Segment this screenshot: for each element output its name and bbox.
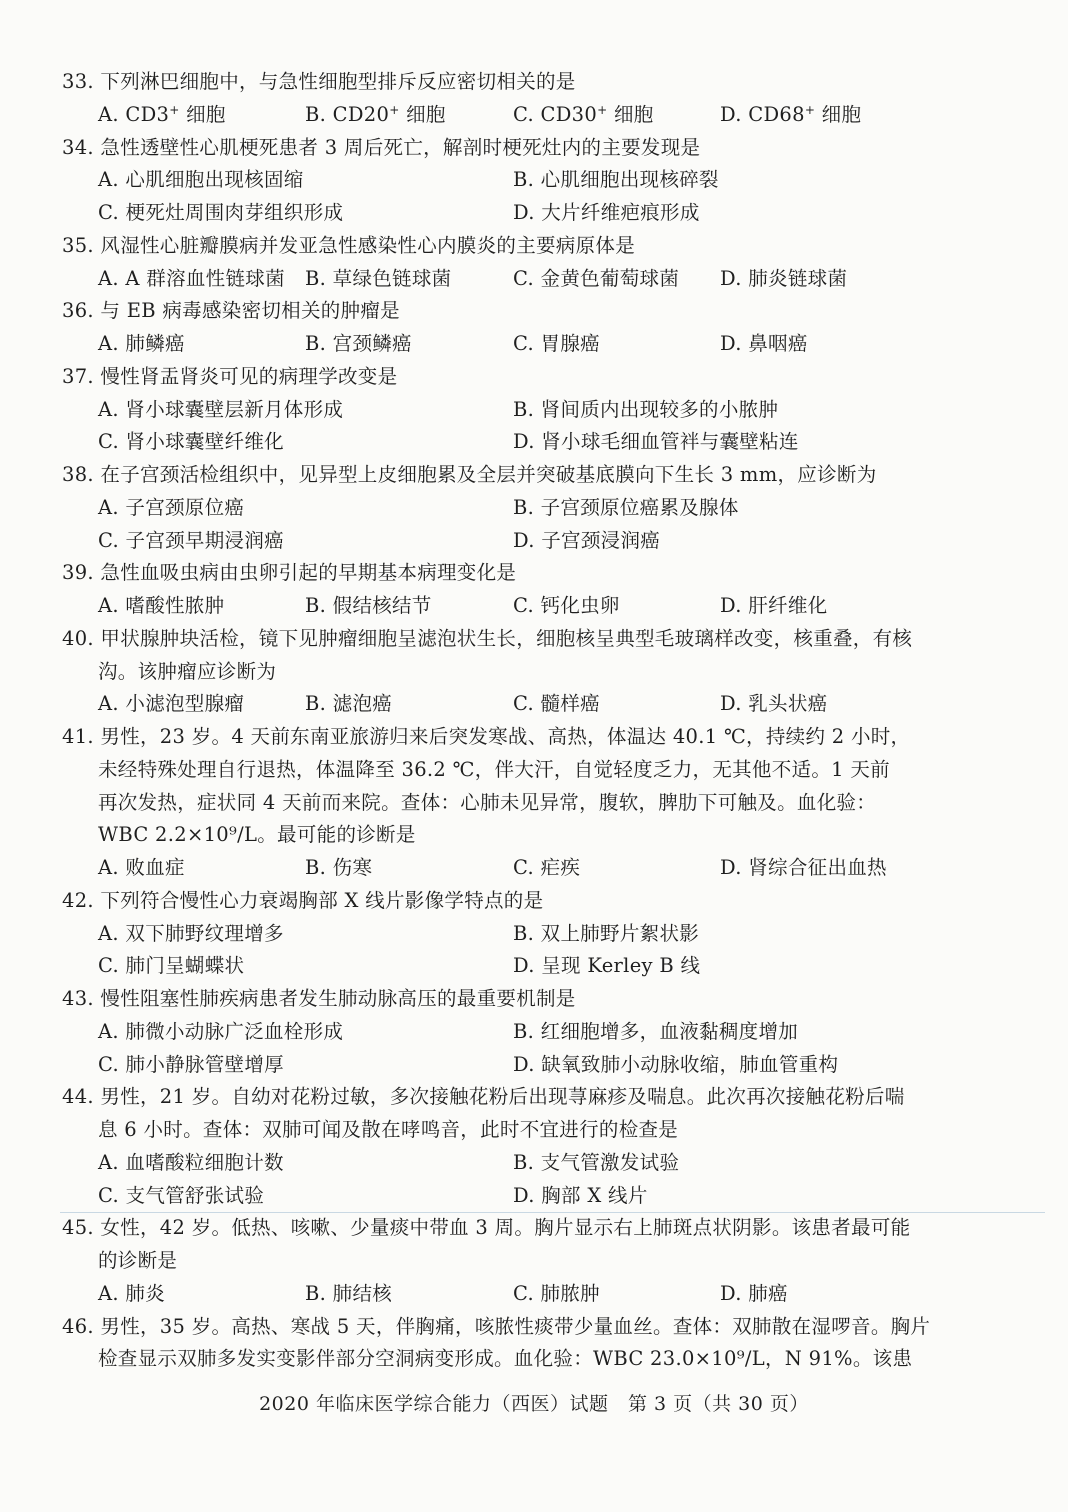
option-cell (513, 592, 620, 620)
option-letter: B. (513, 921, 535, 945)
option-text: 肾小球毛细血管袢与囊壁粘连 (541, 430, 799, 454)
option-c (513, 856, 580, 879)
option-cell (720, 854, 887, 882)
option-text: 红细胞增多，血液黏稠度增加 (540, 1019, 799, 1043)
option-a (98, 168, 304, 191)
option-letter: A. (98, 692, 119, 716)
option-cell (513, 396, 778, 424)
option-text: 心肌细胞出现核固缩 (125, 168, 304, 192)
option-text: 子宫颈浸润癌 (541, 528, 661, 552)
option-b (305, 267, 451, 290)
option-text: 支气管舒张试验 (125, 1183, 265, 1207)
option-text: 肺小静脉管壁增厚 (125, 1052, 284, 1076)
option-text: 肺门呈蝴蝶状 (125, 954, 245, 978)
option-b (513, 922, 699, 945)
option-text: 败血症 (125, 856, 185, 879)
option-text: 子宫颈原位癌累及腺体 (540, 495, 739, 519)
option-b (305, 692, 392, 715)
option-c (513, 267, 679, 290)
option-b (513, 168, 719, 191)
question-stem: 45. 女性，42 岁。低热、咳嗽、少量痰中带血 3 周。胸片显示右上肺斑点状阴影。该患者最可能 (62, 1216, 911, 1240)
option-c (513, 332, 600, 355)
option-text: 血嗜酸粒细胞计数 (125, 1150, 284, 1174)
question-stem: 33. 下列淋巴细胞中，与急性细胞型排斥反应密切相关的是 (62, 70, 576, 93)
option-cell (98, 952, 244, 980)
option-b (305, 1282, 392, 1305)
question-stem: 息 6 小时。查体：双肺可闻及散在哮鸣音，此时不宜进行的检查是 (98, 1118, 679, 1141)
option-cell (720, 690, 827, 718)
option-text: 伤寒 (332, 856, 373, 879)
option-letter: D. (513, 201, 535, 224)
option-cell (513, 1149, 679, 1177)
option-c (98, 1053, 284, 1076)
option-letter: B. (513, 1150, 535, 1174)
option-text-suffix: 细胞 (399, 102, 446, 126)
option-text: 肺癌 (748, 1281, 788, 1305)
option-cell (720, 330, 808, 358)
option-letter: D. (720, 266, 742, 290)
option-text: 胸部 X 线片 (541, 1183, 648, 1207)
option-letter: C. (98, 201, 120, 224)
question-stem: 37. 慢性肾盂肾炎可见的病理学改变是 (62, 364, 398, 388)
option-letter: D. (513, 528, 535, 552)
option-text: 肾综合征出血热 (748, 856, 887, 879)
question-stem: 沟。该肿瘤应诊断为 (98, 659, 277, 683)
option-text: 肺微小动脉广泛血栓形成 (125, 1019, 344, 1043)
option-a (98, 1282, 165, 1305)
option-a (98, 1020, 343, 1043)
option-letter: C. (98, 430, 120, 454)
option-c (513, 692, 600, 715)
option-cell (513, 428, 799, 456)
option-text: 肾间质内出现较多的小脓肿 (540, 397, 779, 421)
option-a (98, 496, 244, 519)
superscript: + (169, 102, 180, 117)
option-cell (513, 166, 719, 194)
option-letter: B. (513, 168, 535, 192)
option-text: 嗜酸性脓肿 (125, 594, 225, 617)
option-letter: A. (98, 495, 119, 519)
option-letter: B. (305, 102, 327, 126)
option-cell (98, 920, 284, 948)
option-letter: A. (98, 168, 119, 192)
option-cell (513, 1182, 648, 1210)
option-cell (513, 527, 660, 555)
option-cell (98, 854, 185, 882)
option-text: 肝纤维化 (748, 594, 828, 617)
option-c (513, 103, 654, 126)
option-text: 金黄色葡萄球菌 (540, 266, 680, 290)
option-c (98, 201, 343, 224)
option-letter: A. (98, 594, 119, 617)
option-cell (513, 265, 679, 293)
option-letter: C. (98, 954, 120, 978)
option-cell (720, 592, 827, 620)
option-text: 钙化虫卵 (540, 594, 620, 617)
superscript: + (597, 102, 608, 117)
option-text: 呈现 Kerley B 线 (541, 954, 701, 978)
option-cell (98, 527, 284, 555)
option-text: 子宫颈早期浸润癌 (125, 528, 284, 552)
option-letter: B. (305, 594, 327, 617)
option-cell (98, 265, 285, 293)
option-a (98, 103, 226, 126)
option-text: 滤泡癌 (332, 692, 393, 716)
option-cell (305, 330, 412, 358)
option-cell (98, 494, 244, 522)
option-cell (720, 265, 847, 293)
option-text: A 群溶血性链球菌 (125, 266, 285, 290)
option-letter: B. (513, 1019, 535, 1043)
option-text: 乳头状癌 (748, 692, 828, 716)
option-text: 髓样癌 (540, 692, 600, 716)
option-cell (513, 1018, 798, 1046)
option-d (720, 332, 808, 355)
question-stem: 36. 与 EB 病毒感染密切相关的肿瘤是 (62, 299, 400, 323)
option-c (98, 1184, 264, 1207)
option-c (98, 954, 244, 977)
option-letter: A. (98, 102, 119, 126)
option-a (98, 332, 185, 355)
option-letter: A. (98, 332, 119, 355)
option-text-suffix: 细胞 (607, 102, 654, 126)
option-letter: B. (305, 692, 327, 716)
page-footer: 2020 年临床医学综合能力（西医）试题 第 3 页（共 30 页） (259, 1393, 809, 1415)
option-text: 假结核结节 (332, 594, 432, 617)
option-cell (98, 1018, 343, 1046)
option-a (98, 692, 244, 715)
option-b (305, 856, 372, 879)
option-letter: B. (513, 495, 535, 519)
option-d (720, 594, 827, 617)
question-stem: 检查显示双肺多发实变影伴部分空洞病变形成。血化验：WBC 23.0×10⁹/L，N 91%。该患 (98, 1347, 913, 1371)
option-letter: B. (513, 397, 535, 421)
superscript: + (389, 102, 400, 117)
question-stem: 38. 在子宫颈活检组织中，见异型上皮细胞累及全层并突破基底膜向下生长 3 mm，应诊断为 (62, 463, 877, 486)
option-letter: A. (98, 856, 119, 879)
option-letter: D. (513, 1052, 535, 1076)
option-cell (98, 166, 304, 194)
option-d (513, 954, 700, 977)
option-a (98, 594, 224, 617)
option-d (513, 201, 700, 224)
option-letter: C. (513, 856, 535, 879)
option-b (513, 398, 778, 421)
option-cell (720, 1280, 788, 1308)
option-text: 肺脓肿 (540, 1281, 600, 1305)
option-d (513, 529, 660, 552)
option-text: CD3 (125, 102, 170, 126)
option-text: 肾小球囊壁纤维化 (125, 430, 284, 454)
option-letter: D. (720, 856, 742, 879)
option-text-suffix: 细胞 (815, 102, 862, 126)
option-letter: B. (305, 266, 327, 290)
section-divider (60, 1212, 1045, 1213)
option-text: 双下肺野纹理增多 (125, 921, 284, 945)
option-d (720, 103, 861, 126)
option-a (98, 1151, 284, 1174)
option-text: 双上肺野片絮状影 (540, 921, 700, 945)
option-letter: C. (513, 1281, 535, 1305)
option-text: 肺鳞癌 (125, 332, 185, 355)
option-text: 缺氧致肺小动脉收缩，肺血管重构 (541, 1052, 839, 1076)
option-cell (98, 199, 343, 227)
option-letter: C. (513, 692, 535, 716)
option-letter: A. (98, 1281, 119, 1305)
option-a (98, 267, 285, 290)
option-letter: C. (513, 332, 535, 355)
option-c (513, 594, 620, 617)
option-text: 肺炎 (125, 1281, 165, 1305)
question-stem: WBC 2.2×10⁹/L。最可能的诊断是 (98, 823, 416, 847)
option-text: 梗死灶周围肉芽组织形成 (125, 201, 344, 224)
option-cell (98, 592, 224, 620)
option-b (305, 103, 446, 126)
question-stem: 41. 男性，23 岁。4 天前东南亚旅游归来后突发寒战、高热，体温达 40.1 ℃，持续约 2 小时， (62, 725, 911, 748)
option-text: 支气管激发试验 (540, 1150, 680, 1174)
option-d (720, 1282, 788, 1305)
option-text: 小滤泡型腺瘤 (125, 692, 245, 716)
option-text-suffix: 细胞 (179, 102, 226, 126)
option-cell (98, 1280, 165, 1308)
option-c (513, 1282, 600, 1305)
option-d (720, 856, 887, 879)
option-text: 大片纤维疤痕形成 (541, 201, 700, 224)
question-stem: 39. 急性血吸虫病由虫卵引起的早期基本病理变化是 (62, 561, 517, 585)
option-cell (305, 265, 451, 293)
option-text: CD20 (332, 102, 390, 126)
option-cell (513, 920, 699, 948)
option-text: 鼻咽癌 (748, 332, 808, 355)
option-text: 肺炎链球菌 (748, 266, 848, 290)
option-letter: A. (98, 266, 119, 290)
question-stem: 46. 男性，35 岁。高热、寒战 5 天，伴胸痛，咳脓性痰带少量血丝。查体：双肺散在湿啰音。胸片 (62, 1314, 931, 1338)
question-stem: 再次发热，症状同 4 天前而来院。查体：心肺未见异常，腹软，脾肋下可触及。血化验： (98, 790, 877, 814)
option-cell (98, 1149, 284, 1177)
option-c (98, 529, 284, 552)
question-stem: 44. 男性，21 岁。自幼对花粉过敏，多次接触花粉后出现荨麻疹及喘息。此次再次接触花粉后喘 (62, 1085, 905, 1109)
question-stem: 35. 风湿性心脏瓣膜病并发亚急性感染性心内膜炎的主要病原体是 (62, 233, 636, 257)
option-b (305, 594, 432, 617)
option-text: 子宫颈原位癌 (125, 495, 245, 519)
option-text: 肺结核 (332, 1281, 393, 1305)
option-letter: D. (720, 1281, 742, 1305)
option-a (98, 856, 185, 879)
option-text: 疟疾 (540, 856, 581, 879)
question-stem: 的诊断是 (98, 1249, 178, 1272)
question-stem: 40. 甲状腺肿块活检，镜下见肿瘤细胞呈滤泡状生长，细胞核呈典型毛玻璃样改变，核重叠，有核 (62, 626, 913, 650)
option-a (98, 922, 284, 945)
option-cell (98, 1051, 284, 1079)
question-stem: 未经特殊处理自行退热，体温降至 36.2 ℃，伴大汗，自觉轻度乏力，无其他不适。1 天前 (98, 757, 890, 781)
option-letter: D. (513, 430, 535, 454)
option-cell (305, 101, 446, 129)
option-cell (513, 1280, 600, 1308)
option-cell (513, 854, 580, 882)
option-d (513, 1053, 838, 1076)
option-letter: A. (98, 1150, 119, 1174)
option-b (513, 1020, 798, 1043)
option-d (720, 692, 827, 715)
option-cell (720, 101, 861, 129)
option-cell (98, 428, 284, 456)
option-letter: B. (305, 856, 327, 879)
option-cell (513, 199, 700, 227)
option-cell (98, 101, 226, 129)
option-letter: D. (720, 594, 742, 617)
option-text: CD68 (748, 102, 805, 126)
option-letter: D. (513, 954, 535, 978)
option-cell (513, 101, 654, 129)
option-cell (305, 1280, 392, 1308)
option-a (98, 398, 343, 421)
option-letter: C. (98, 1183, 120, 1207)
option-cell (513, 330, 600, 358)
option-text: 宫颈鳞癌 (332, 332, 412, 355)
option-letter: A. (98, 1019, 119, 1043)
option-text: CD30 (540, 102, 598, 126)
option-cell (305, 854, 372, 882)
option-letter: B. (305, 1281, 327, 1305)
option-cell (513, 690, 600, 718)
option-cell (98, 1182, 264, 1210)
option-cell (305, 592, 432, 620)
option-d (720, 267, 847, 290)
option-text: 草绿色链球菌 (332, 266, 452, 290)
option-text: 胃腺癌 (540, 332, 600, 355)
option-letter: B. (305, 332, 327, 355)
option-letter: C. (513, 266, 535, 290)
superscript: + (804, 102, 816, 117)
option-d (513, 430, 799, 453)
option-text: 心肌细胞出现核碎裂 (540, 168, 719, 192)
option-letter: C. (98, 1052, 120, 1076)
option-cell (98, 396, 343, 424)
option-cell (513, 952, 700, 980)
option-letter: C. (513, 102, 535, 126)
option-letter: D. (720, 332, 742, 355)
question-stem: 34. 急性透壁性心肌梗死患者 3 周后死亡，解剖时梗死灶内的主要发现是 (62, 135, 701, 159)
option-letter: C. (98, 528, 120, 552)
option-letter: A. (98, 921, 119, 945)
option-cell (98, 330, 185, 358)
option-letter: A. (98, 397, 119, 421)
option-cell (305, 690, 392, 718)
option-letter: C. (513, 594, 535, 617)
question-stem: 43. 慢性阻塞性肺疾病患者发生肺动脉高压的最重要机制是 (62, 987, 576, 1010)
option-b (513, 496, 739, 519)
option-letter: D. (513, 1183, 535, 1207)
option-b (305, 332, 412, 355)
option-text: 肾小球囊壁层新月体形成 (125, 397, 344, 421)
option-cell (513, 1051, 838, 1079)
option-letter: D. (720, 692, 742, 716)
question-stem: 42. 下列符合慢性心力衰竭胸部 X 线片影像学特点的是 (62, 888, 544, 912)
option-cell (98, 690, 244, 718)
option-b (513, 1151, 679, 1174)
option-cell (513, 494, 739, 522)
option-letter: D. (720, 102, 742, 126)
option-c (98, 430, 284, 453)
option-d (513, 1184, 648, 1207)
